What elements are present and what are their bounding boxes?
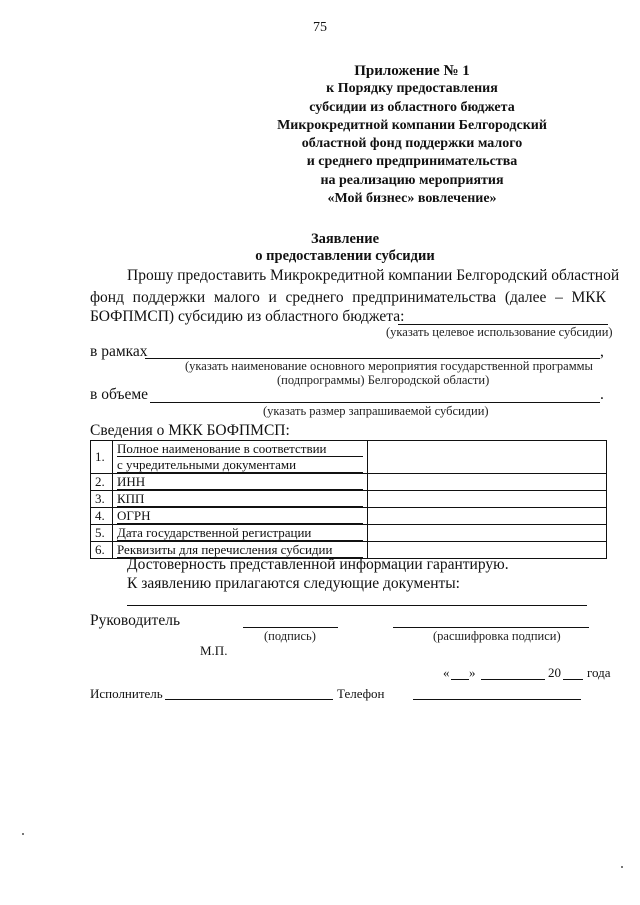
appendix-line: и среднего предпринимательства bbox=[306, 154, 518, 170]
phone-label: Телефон bbox=[337, 686, 385, 701]
row-value-field[interactable] bbox=[368, 508, 607, 525]
head-label: Руководитель bbox=[90, 612, 181, 629]
appendix-title: Приложение № 1 bbox=[354, 63, 470, 79]
stamp-label: М.П. bbox=[200, 643, 228, 658]
request-word: – bbox=[555, 289, 563, 306]
row-number: 3. bbox=[91, 491, 113, 508]
info-table-heading: Сведения о МКК БОФПМСП: bbox=[90, 422, 290, 439]
framework-label: в рамках bbox=[90, 343, 148, 360]
page-number: 75 bbox=[313, 20, 327, 35]
request-line-1: Прошу предоставить Микрокредитной компании Белгородский областной bbox=[127, 267, 620, 284]
date-month-field[interactable] bbox=[481, 679, 545, 680]
request-word: фонд bbox=[90, 289, 124, 306]
row-value-field[interactable] bbox=[368, 525, 607, 542]
request-word: и bbox=[268, 289, 277, 306]
executor-field[interactable] bbox=[165, 699, 333, 700]
row-number: 4. bbox=[91, 508, 113, 525]
appendix-line: субсидии из областного бюджета bbox=[309, 99, 515, 115]
volume-period: . bbox=[600, 386, 604, 403]
table-row bbox=[91, 525, 607, 542]
request-word: среднего bbox=[285, 289, 344, 306]
row-label bbox=[113, 525, 368, 542]
appendix-line: к Порядку предоставления bbox=[326, 81, 498, 97]
phone-field[interactable] bbox=[413, 699, 581, 700]
row-number: 2. bbox=[91, 474, 113, 491]
date-year-suffix: года bbox=[587, 665, 611, 680]
row-value-field[interactable] bbox=[368, 474, 607, 491]
table-row bbox=[91, 441, 607, 474]
table-row bbox=[91, 491, 607, 508]
row-label bbox=[113, 441, 368, 474]
volume-label: в объеме bbox=[90, 386, 149, 403]
date-day-field[interactable] bbox=[451, 679, 469, 680]
signature-decode-hint: (расшифровка подписи) bbox=[433, 629, 561, 643]
title-line-1: Заявление bbox=[310, 231, 380, 247]
date-open-quote: « bbox=[443, 665, 450, 680]
attachments-field[interactable] bbox=[127, 605, 587, 606]
row-label-text: ОГРН bbox=[117, 508, 363, 524]
appendix-line: на реализацию мероприятия bbox=[320, 172, 504, 188]
row-label-text: Реквизиты для перечисления субсидии bbox=[117, 542, 363, 558]
request-line-3: БОФПМСП) субсидию из областного бюджета: bbox=[90, 308, 405, 325]
request-word: (далее bbox=[504, 289, 547, 306]
date-year-prefix: 20 bbox=[548, 665, 561, 680]
appendix-line: «Мой бизнес» вовлечение» bbox=[327, 191, 497, 207]
row-number: 6. bbox=[91, 542, 113, 559]
date-year-field[interactable] bbox=[563, 679, 583, 680]
document-title bbox=[180, 231, 510, 265]
attachments-text: К заявлению прилагаются следующие документы: bbox=[127, 575, 460, 592]
guarantee-text: Достоверность представленной информации гарантирую. bbox=[127, 556, 509, 573]
request-word: предпринимательства bbox=[352, 289, 497, 306]
scan-speck bbox=[22, 833, 24, 835]
row-value-field[interactable] bbox=[368, 441, 607, 474]
row-label-line: Полное наименование в соответствии bbox=[117, 441, 363, 457]
purpose-hint: (указать целевое использование субсидии) bbox=[386, 325, 613, 339]
request-word: малого bbox=[213, 289, 260, 306]
row-label bbox=[113, 491, 368, 508]
volume-field[interactable] bbox=[150, 402, 600, 403]
row-label bbox=[113, 508, 368, 525]
row-number: 5. bbox=[91, 525, 113, 542]
volume-hint: (указать размер запрашиваемой субсидии) bbox=[263, 404, 489, 418]
row-label-text: Дата государственной регистрации bbox=[117, 525, 363, 541]
date-close-quote: » bbox=[469, 665, 476, 680]
request-word: поддержки bbox=[132, 289, 206, 306]
framework-hint-2: (подпрограммы) Белгородской области) bbox=[277, 373, 490, 387]
appendix-line: Микрокредитной компании Белгородский bbox=[277, 117, 547, 133]
appendix-line: областной фонд поддержки малого bbox=[301, 136, 523, 152]
row-label bbox=[113, 474, 368, 491]
row-value-field[interactable] bbox=[368, 491, 607, 508]
framework-comma: , bbox=[600, 343, 604, 360]
appendix-header bbox=[262, 62, 562, 208]
info-table bbox=[90, 440, 607, 559]
scan-speck bbox=[621, 866, 623, 868]
request-word: МКК bbox=[571, 289, 606, 306]
signature-field[interactable] bbox=[243, 627, 338, 628]
row-label-text: КПП bbox=[117, 491, 363, 507]
row-number: 1. bbox=[91, 441, 113, 474]
executor-label: Исполнитель bbox=[90, 686, 163, 701]
title-line-2: о предоставлении субсидии bbox=[255, 248, 435, 264]
signature-hint: (подпись) bbox=[264, 629, 316, 643]
signature-decode-field[interactable] bbox=[393, 627, 589, 628]
table-row bbox=[91, 508, 607, 525]
row-label-text: ИНН bbox=[117, 474, 363, 490]
table-row bbox=[91, 474, 607, 491]
request-line-2 bbox=[90, 289, 606, 307]
row-label-line: с учредительными документами bbox=[117, 457, 363, 473]
framework-hint-1: (указать наименование основного мероприятия государственной программы bbox=[185, 359, 593, 373]
